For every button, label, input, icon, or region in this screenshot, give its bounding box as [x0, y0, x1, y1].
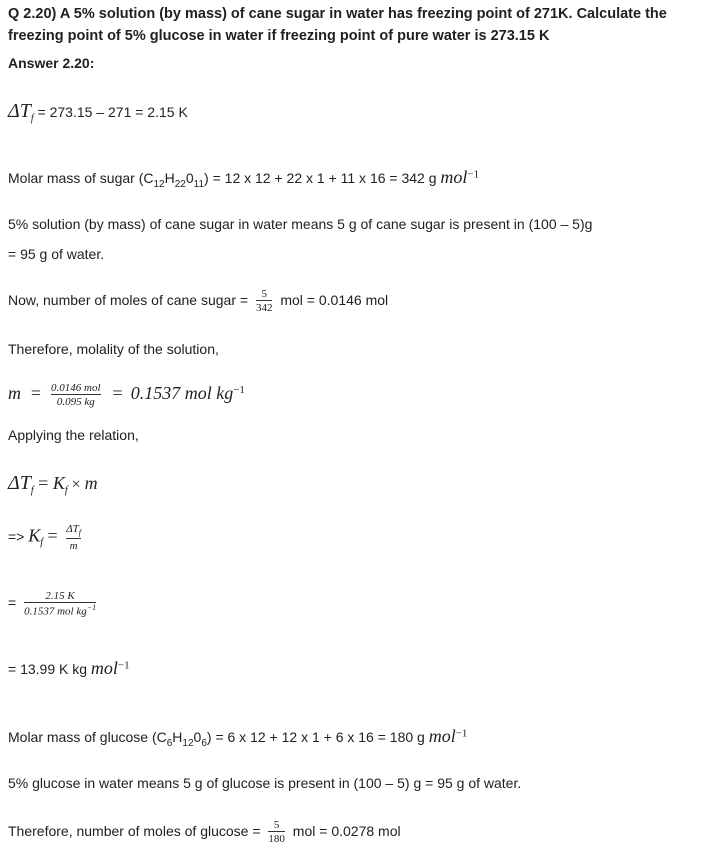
sub: f: [40, 537, 44, 549]
equals: =: [43, 525, 63, 546]
equals: =: [30, 382, 42, 403]
text: 0: [193, 729, 202, 745]
sub: 11: [193, 178, 205, 190]
kf-equation: [8, 523, 85, 552]
question-text: Q 2.20) A 5% solution (by mass) of cane sugar in water has freezing point of 271K. Calculate the freezing point of 5% glucose in water if freezing point of pure water is 273.15 K: [8, 6, 667, 44]
text: =: [8, 594, 21, 611]
unit: mol: [90, 658, 118, 678]
delta-tf-rhs: = 273.15 – 271 = 2.15 K: [33, 104, 188, 120]
relation-equation: [8, 472, 98, 496]
text: mol = 0.0146 mol: [276, 291, 389, 308]
text: Molar mass of glucose (C: [8, 729, 167, 745]
denominator: 0.095 kg: [51, 394, 101, 408]
exponent: −1: [467, 168, 480, 181]
delta-tf-symbol: ΔT: [8, 100, 31, 122]
text: ΔT: [66, 523, 79, 535]
text: 0: [185, 170, 194, 186]
glucose-5pct-line: 5% glucose in water means 5 g of glucose is present in (100 – 5) g = 95 g of water.: [8, 775, 522, 791]
numerator: [66, 523, 81, 538]
numerator: 5: [273, 819, 280, 831]
answer-label: Answer 2.20:: [8, 55, 95, 71]
text: ) = 6 x 12 + 12 x 1 + 6 x 16 = 180 g: [206, 729, 429, 745]
fraction: [51, 382, 101, 408]
m-symbol: m: [8, 382, 21, 403]
equals: =: [33, 473, 53, 493]
text: Now, number of moles of cane sugar =: [8, 291, 252, 308]
five-pct-line-2: = 95 g of water.: [8, 246, 105, 262]
numerator: 2.15 K: [45, 590, 75, 602]
text: 0.1537 mol kg: [24, 605, 87, 618]
unit: mol: [440, 167, 468, 187]
kf-symbol: K: [52, 473, 65, 493]
denominator: [24, 602, 96, 618]
sugar-molar-mass-line: [8, 167, 479, 190]
text: H: [172, 729, 183, 745]
moles-sugar-line: [8, 288, 388, 314]
fraction: [256, 288, 273, 314]
sub: 22: [174, 178, 186, 190]
exponent: −1: [455, 727, 468, 740]
kf-symbol: K: [28, 525, 41, 546]
applying-relation: Applying the relation,: [8, 427, 139, 443]
m-symbol: m: [84, 473, 98, 493]
text: mol = 0.0278 mol: [288, 822, 401, 839]
text: Molar mass of sugar (C: [8, 170, 154, 186]
fraction: [24, 590, 96, 618]
therefore-molality: Therefore, molality of the solution,: [8, 341, 219, 357]
times: ×: [67, 476, 85, 493]
text: =>: [8, 528, 29, 545]
delta-tf-symbol: ΔT: [8, 472, 31, 494]
sub: f: [78, 528, 82, 538]
exponent: −1: [233, 384, 245, 397]
exponent: −1: [117, 659, 130, 672]
sub: f: [30, 484, 34, 496]
kf-value-line: [8, 658, 130, 679]
text: H: [164, 170, 175, 186]
moles-glucose-line: [8, 819, 401, 845]
text: Therefore, number of moles of glucose =: [8, 822, 265, 839]
denominator: m: [66, 538, 81, 552]
molality-equation: [8, 382, 245, 408]
delta-tf-line: [8, 100, 188, 124]
unit: mol: [428, 726, 456, 746]
fraction: [268, 819, 285, 845]
numerator: 0.0146 mol: [51, 382, 101, 394]
sub: 12: [153, 178, 165, 190]
exponent: −1: [86, 603, 97, 613]
glucose-molar-mass-line: [8, 726, 467, 749]
molality-value: 0.1537 mol kg: [130, 382, 234, 403]
kf-substitution: [8, 590, 100, 618]
delta-tf-sub: f: [30, 112, 34, 124]
five-pct-line-1: 5% solution (by mass) of cane sugar in water means 5 g of cane sugar is present in (100 – 5)g: [8, 216, 593, 232]
equals: =: [112, 382, 123, 403]
denominator: 180: [268, 833, 285, 846]
fraction: [66, 523, 81, 552]
sub: 6: [201, 737, 207, 749]
numerator: 5: [261, 288, 267, 300]
text: = 13.99 K kg: [8, 661, 91, 677]
text: ) = 12 x 12 + 22 x 1 + 11 x 16 = 342 g: [204, 170, 441, 186]
sub: 12: [182, 737, 194, 749]
sub: 6: [166, 737, 173, 749]
denominator: 342: [255, 302, 273, 315]
sub: f: [64, 484, 68, 496]
